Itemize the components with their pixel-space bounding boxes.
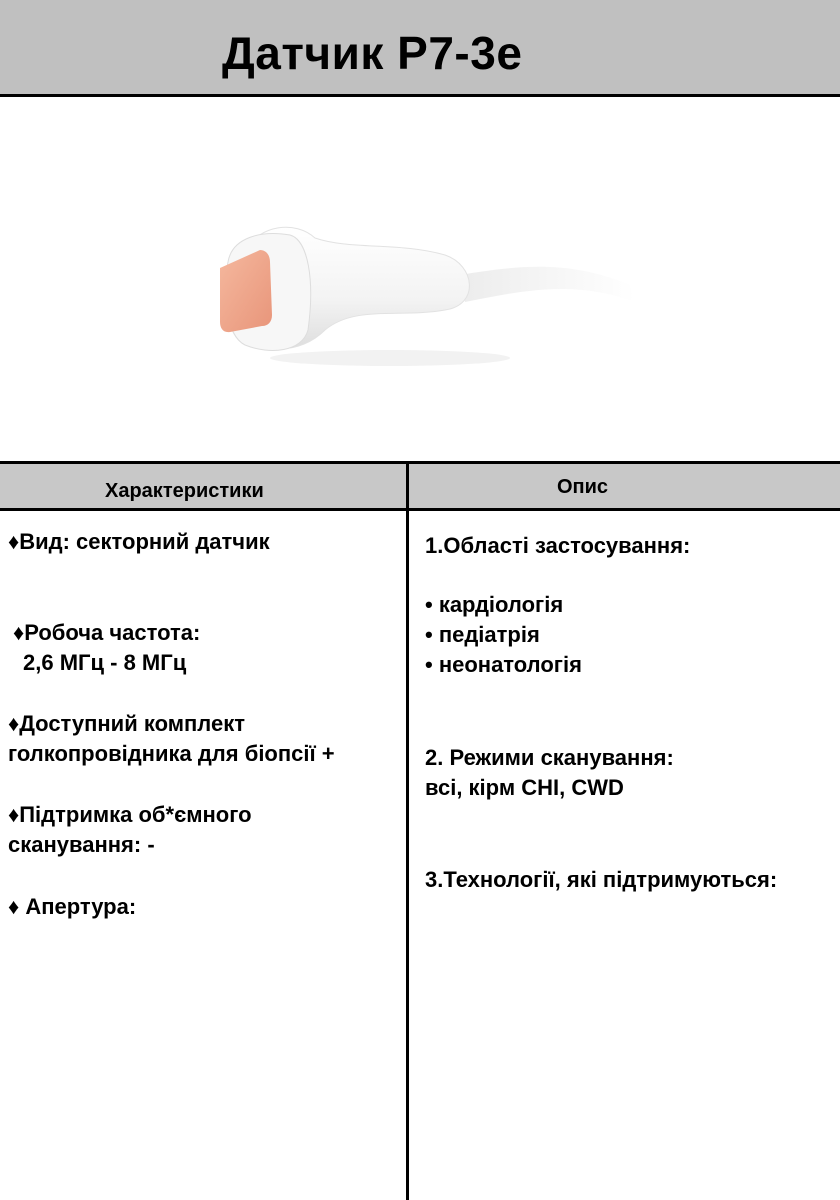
table-header-divider	[0, 508, 840, 511]
spec-volume-line2: сканування: -	[8, 832, 155, 857]
page-title: Датчик P7-3e	[222, 27, 523, 79]
column-header-characteristics: Характеристики	[105, 480, 264, 502]
page-header	[0, 0, 840, 97]
table-header-row	[0, 464, 840, 508]
spec-type: ♦Вид: секторний датчик	[8, 529, 270, 554]
spec-frequency-value: 2,6 МГц - 8 МГц	[23, 650, 187, 675]
spec-aperture: ♦ Апертура:	[8, 894, 137, 919]
desc-technologies-title: 3.Технології, які підтримуються:	[425, 867, 778, 892]
spec-table	[0, 461, 840, 1200]
spec-biopsy-line1: ♦Доступний комплект	[8, 711, 245, 736]
desc-modes-title: 2. Режими сканування:	[425, 745, 674, 770]
desc-application-item: • неонатологія	[425, 652, 582, 677]
desc-modes-value: всі, кірм CHI, CWD	[425, 775, 624, 800]
spec-biopsy-line2: голкопровідника для біопсії +	[8, 741, 335, 766]
desc-applications-title: 1.Області застосування:	[425, 533, 691, 558]
ultrasound-probe-image	[190, 130, 660, 430]
desc-application-item: • педіатрія	[425, 622, 540, 647]
desc-application-item: • кардіологія	[425, 592, 564, 617]
table-column-divider	[406, 461, 409, 1200]
spec-frequency-label: ♦Робоча частота:	[13, 620, 201, 645]
column-header-description: Опис	[557, 476, 609, 498]
spec-volume-line1: ♦Підтримка об*ємного	[8, 802, 252, 827]
